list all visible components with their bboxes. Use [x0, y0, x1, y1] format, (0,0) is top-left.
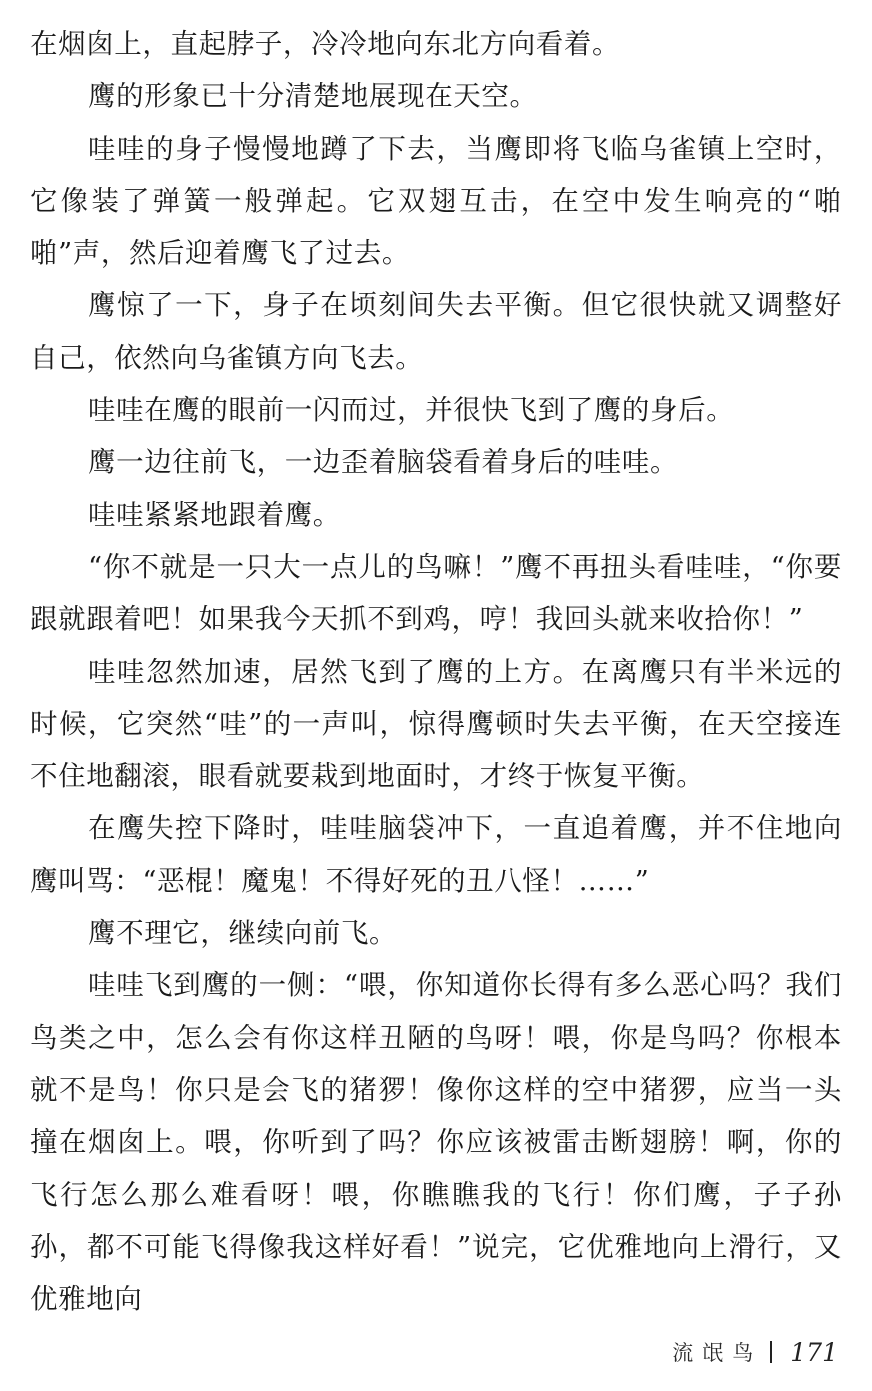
footer-divider [770, 1341, 772, 1363]
page-footer [672, 1332, 838, 1372]
paragraph: 哇哇紧紧地跟着鹰。 [88, 498, 341, 531]
page-number: 171 [790, 1337, 838, 1367]
paragraph-continuation: 在烟囱上，直起脖子，冷冷地向东北方向看着。 [30, 28, 621, 60]
paragraph: 鹰的形象已十分清楚地展现在天空。 [88, 80, 538, 113]
paragraph: “你不就是一只大一点儿的鸟嘛！”鹰不再扭头看哇哇，“你要跟就跟着吧！如果我今天抓不到鸡，哼！我回头就来收拾你！” [30, 550, 842, 636]
running-title: 流氓鸟 [672, 1341, 763, 1365]
paragraph: 哇哇忽然加速，居然飞到了鹰的上方。在离鹰只有半米远的时候，它突然“哇”的一声叫，惊得鹰顿时失去平衡，在天空接连不住地翻滚，眼看就要栽到地面时，才终于恢复平衡。 [30, 655, 842, 793]
paragraph: 鹰惊了一下，身子在顷刻间失去平衡。但它很快就又调整好自己，依然向乌雀镇方向飞去。 [30, 289, 842, 374]
paragraph: 鹰一边往前飞，一边歪着脑袋看着身后的哇哇。 [88, 446, 679, 479]
paragraph: 鹰不理它，继续向前飞。 [88, 917, 398, 950]
page-body [30, 18, 842, 1325]
paragraph: 哇哇的身子慢慢地蹲了下去，当鹰即将飞临乌雀镇上空时，它像装了弹簧一般弹起。它双翅互击，在空中发生响亮的“啪啪”声，然后迎着鹰飞了过去。 [30, 132, 842, 270]
paragraph: 哇哇在鹰的眼前一闪而过，并很快飞到了鹰的身后。 [88, 394, 735, 427]
paragraph: 在鹰失控下降时，哇哇脑袋冲下，一直追着鹰，并不住地向鹰叫骂：“恶棍！魔鬼！不得好死的丑八怪！……” [30, 812, 842, 897]
paragraph: 哇哇飞到鹰的一侧：“喂，你知道你长得有多么恶心吗？我们鸟类之中，怎么会有你这样丑陋的鸟呀！喂，你是鸟吗？你根本就不是鸟！你只是会飞的猪猡！像你这样的空中猪猡，应当一头撞在烟囱上。喂，你听到了吗？你应该被雷击断翅膀！啊，你的飞行怎么那么难看呀！喂，你瞧瞧我的飞行！你们鹰，子子孙孙，都不可能飞得像我这样好看！”说完，它优雅地向上滑行，又优雅地向 [30, 969, 842, 1316]
